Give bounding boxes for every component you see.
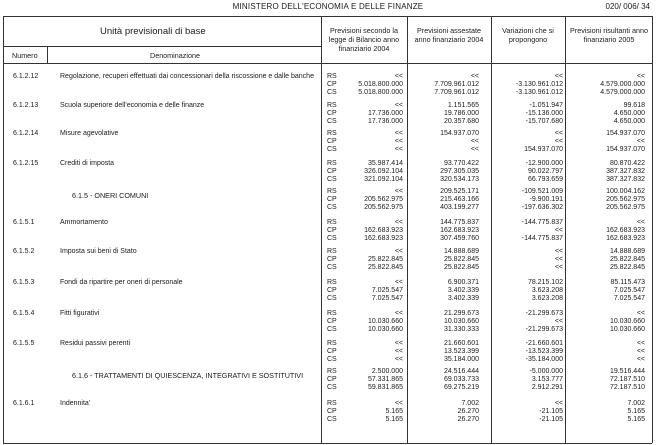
- cell-value: -21.105: [539, 416, 563, 423]
- row-flag-rs: RS: [327, 130, 337, 137]
- cell-value: 19.516.444: [609, 368, 645, 375]
- cell-value: 10.030.660: [609, 318, 645, 325]
- row-flag-cp: CP: [327, 318, 337, 325]
- cell-value: -21.105: [539, 408, 563, 415]
- row-description: Fitti figurativi: [60, 310, 100, 317]
- cell-value: 205.562.975: [606, 204, 645, 211]
- row-flag-cs: CS: [327, 326, 337, 333]
- row-flag-cs: CS: [327, 204, 337, 211]
- cell-value: -12.900.000: [525, 160, 563, 167]
- cell-value: -197.636.302: [521, 204, 563, 211]
- cell-value: 99.618: [623, 102, 645, 109]
- cell-value: 326.092.104: [364, 168, 403, 175]
- cell-value: 78.215.102: [527, 279, 563, 286]
- cell-value: 162.683.923: [606, 235, 645, 242]
- row-flag-cs: CS: [327, 416, 337, 423]
- row-flag-cp: CP: [327, 110, 337, 117]
- row-flag-cs: CS: [327, 264, 337, 271]
- cell-value: <<: [636, 219, 645, 226]
- cell-value: -144.775.837: [521, 219, 563, 226]
- cell-value: -35.184.000: [525, 356, 563, 363]
- cell-value: 13.523.399: [443, 348, 479, 355]
- row-flag-cs: CS: [327, 118, 337, 125]
- cell-value: -21.660.601: [525, 340, 563, 347]
- row-flag-cs: CS: [327, 146, 337, 153]
- row-number: 6.1.5.2: [13, 248, 35, 255]
- cell-value: <<: [554, 138, 563, 145]
- row-description: Misure agevolative: [60, 130, 119, 137]
- column-border: [407, 16, 408, 443]
- cell-value: 72.187.510: [609, 376, 645, 383]
- cell-value: <<: [554, 256, 563, 263]
- cell-value: 4.650.000: [613, 110, 645, 117]
- cell-value: 10.030.660: [609, 326, 645, 333]
- cell-value: 90.022.797: [527, 168, 563, 175]
- cell-value: -144.775.837: [521, 235, 563, 242]
- row-flag-rs: RS: [327, 310, 337, 317]
- row-number: 6.1.2.13: [13, 102, 39, 109]
- cell-value: 14.888.689: [443, 248, 479, 255]
- table-bottom-border: [3, 443, 652, 444]
- cell-value: 320.534.173: [440, 176, 479, 183]
- cell-value: <<: [394, 73, 403, 80]
- row-flag-rs: RS: [327, 400, 337, 407]
- cell-value: 35.987.414: [367, 160, 403, 167]
- cell-value: <<: [470, 138, 479, 145]
- column-border: [652, 16, 653, 443]
- cell-value: <<: [636, 310, 645, 317]
- row-flag-cp: CP: [327, 227, 337, 234]
- cell-value: 100.004.162: [606, 188, 645, 195]
- cell-value: 24.516.444: [443, 368, 479, 375]
- cell-value: 93.770.422: [443, 160, 479, 167]
- cell-value: 205.562.975: [606, 196, 645, 203]
- cell-value: <<: [554, 73, 563, 80]
- cell-value: <<: [554, 318, 563, 325]
- cell-value: 5.165: [385, 408, 403, 415]
- section-title: 6.1.6 - TRATTAMENTI DI QUIESCENZA, INTEGRATIVI E SOSTITUTIVI: [72, 371, 304, 380]
- row-number: 6.1.2.12: [13, 73, 39, 80]
- cell-value: 5.018.800.000: [358, 89, 403, 96]
- cell-value: 3.402.339: [447, 295, 479, 302]
- cell-value: -13.523.399: [525, 348, 563, 355]
- cell-value: -1.051.947: [529, 102, 563, 109]
- row-flag-cs: CS: [327, 384, 337, 391]
- cell-value: 7.709.961.012: [434, 89, 479, 96]
- cell-value: <<: [554, 130, 563, 137]
- cell-value: 4.650.000: [613, 118, 645, 125]
- cell-value: 3.623.208: [531, 287, 563, 294]
- cell-value: -21.299.673: [525, 310, 563, 317]
- cell-value: <<: [394, 400, 403, 407]
- cell-value: 154.937.070: [606, 146, 645, 153]
- cell-value: <<: [636, 348, 645, 355]
- cell-value: 14.888.689: [609, 248, 645, 255]
- cell-value: -9.900.191: [529, 196, 563, 203]
- cell-value: 297.305.035: [440, 168, 479, 175]
- cell-value: -3.130.961.012: [515, 81, 563, 88]
- row-description: Ammortamento: [60, 219, 108, 226]
- cell-value: 215.463.166: [440, 196, 479, 203]
- cell-value: 321.092.104: [364, 176, 403, 183]
- cell-value: -5.000.000: [529, 368, 563, 375]
- row-flag-cp: CP: [327, 81, 337, 88]
- row-flag-cp: CP: [327, 196, 337, 203]
- row-flag-cs: CS: [327, 176, 337, 183]
- numero-border: [47, 46, 48, 63]
- row-flag-cs: CS: [327, 235, 337, 242]
- row-description: Indennita': [60, 400, 91, 407]
- cell-value: 403.199.277: [440, 204, 479, 211]
- cell-value: <<: [394, 138, 403, 145]
- row-flag-rs: RS: [327, 102, 337, 109]
- row-flag-cp: CP: [327, 376, 337, 383]
- row-flag-cp: CP: [327, 408, 337, 415]
- cell-value: <<: [470, 73, 479, 80]
- cell-value: <<: [636, 73, 645, 80]
- cell-value: 209.525.171: [440, 188, 479, 195]
- cell-value: 25.822.845: [443, 264, 479, 271]
- row-flag-cp: CP: [327, 348, 337, 355]
- cell-value: 162.683.923: [606, 227, 645, 234]
- row-flag-rs: RS: [327, 368, 337, 375]
- cell-value: 162.683.923: [364, 235, 403, 242]
- ministry-title: MINISTERO DELL'ECONOMIA E DELLE FINANZE: [232, 2, 424, 11]
- cell-value: 26.270: [457, 416, 479, 423]
- row-flag-rs: RS: [327, 219, 337, 226]
- col-legge-bilancio-heading: Previsioni secondo la legge di Bilancio anno finanziario 2004: [328, 26, 400, 53]
- cell-value: 144.775.837: [440, 219, 479, 226]
- cell-value: 162.683.923: [364, 227, 403, 234]
- cell-value: 19.786.000: [443, 110, 479, 117]
- row-flag-cp: CP: [327, 287, 337, 294]
- cell-value: <<: [394, 279, 403, 286]
- cell-value: 3.153.777: [531, 376, 563, 383]
- cell-value: 6.900.371: [447, 279, 479, 286]
- table-top-border: [3, 16, 652, 17]
- cell-value: 205.562.975: [364, 204, 403, 211]
- cell-value: 387.327.832: [606, 168, 645, 175]
- cell-value: 7.002: [461, 400, 479, 407]
- cell-value: <<: [394, 130, 403, 137]
- cell-value: <<: [636, 356, 645, 363]
- cell-value: <<: [554, 264, 563, 271]
- row-flag-cs: CS: [327, 89, 337, 96]
- cell-value: 7.025.547: [371, 287, 403, 294]
- cell-value: 25.822.845: [367, 264, 403, 271]
- cell-value: 5.165: [627, 416, 645, 423]
- cell-value: 35.184.000: [443, 356, 479, 363]
- cell-value: <<: [394, 219, 403, 226]
- column-border: [491, 16, 492, 443]
- row-description: Regolazione, recuperi effettuati dai concessionari della riscossione e dalle banche: [60, 73, 314, 80]
- cell-value: 7.025.547: [613, 295, 645, 302]
- row-flag-rs: RS: [327, 340, 337, 347]
- cell-value: 1.151.565: [447, 102, 479, 109]
- cell-value: 205.562.975: [364, 196, 403, 203]
- cell-value: 7.002: [627, 400, 645, 407]
- cell-value: 69.033.733: [443, 376, 479, 383]
- cell-value: <<: [394, 188, 403, 195]
- cell-value: 154.937.070: [524, 146, 563, 153]
- row-flag-cp: CP: [327, 256, 337, 263]
- col-assestate-heading: Previsioni assestate anno finanziario 2004: [414, 26, 484, 44]
- cell-value: -15.136.000: [525, 110, 563, 117]
- cell-value: 17.736.000: [367, 118, 403, 125]
- cell-value: 57.331.865: [367, 376, 403, 383]
- row-description: Imposta sui beni di Stato: [60, 248, 137, 255]
- row-number: 6.1.5.5: [13, 340, 35, 347]
- denominazione-heading: Denominazione: [150, 51, 200, 60]
- cell-value: 154.937.070: [440, 130, 479, 137]
- page-code: 020/ 006/ 34: [605, 2, 650, 11]
- cell-value: 25.822.845: [609, 256, 645, 263]
- cell-value: 307.459.760: [440, 235, 479, 242]
- cell-value: 66.793.659: [527, 176, 563, 183]
- cell-value: 72.187.510: [609, 384, 645, 391]
- cell-value: 5.165: [385, 416, 403, 423]
- cell-value: 26.270: [457, 408, 479, 415]
- cell-value: 21.660.601: [443, 340, 479, 347]
- cell-value: <<: [394, 348, 403, 355]
- row-flag-rs: RS: [327, 279, 337, 286]
- cell-value: 154.937.070: [606, 130, 645, 137]
- row-number: 6.1.2.14: [13, 130, 39, 137]
- cell-value: -3.130.961.012: [515, 89, 563, 96]
- cell-value: 387.327.832: [606, 176, 645, 183]
- column-border: [565, 16, 566, 443]
- column-border: [3, 16, 4, 443]
- row-number: 6.1.2.15: [13, 160, 39, 167]
- col-variazioni-heading: Variazioni che si propongono: [502, 26, 554, 44]
- cell-value: -109.521.009: [521, 188, 563, 195]
- cell-value: 10.030.660: [367, 318, 403, 325]
- row-description: Crediti di imposta: [60, 160, 115, 167]
- cell-value: 25.822.845: [609, 264, 645, 271]
- cell-value: <<: [636, 138, 645, 145]
- cell-value: 20.357.680: [443, 118, 479, 125]
- cell-value: -21.299.673: [525, 326, 563, 333]
- row-number: 6.1.6.1: [13, 400, 35, 407]
- cell-value: 85.115.473: [610, 279, 645, 286]
- numero-heading: Numero: [12, 51, 38, 60]
- cell-value: 7.025.547: [371, 295, 403, 302]
- cell-value: 2.912.291: [531, 384, 563, 391]
- cell-value: <<: [470, 146, 479, 153]
- cell-value: 17.736.000: [367, 110, 403, 117]
- cell-value: 3.402.339: [447, 287, 479, 294]
- col-risultanti-heading: Previsioni risultanti anno finanziario 2005: [570, 26, 648, 44]
- cell-value: 80.870.422: [609, 160, 645, 167]
- row-flag-cs: CS: [327, 295, 337, 302]
- row-flag-rs: RS: [327, 248, 337, 255]
- column-border: [321, 16, 322, 443]
- cell-value: 25.822.845: [367, 256, 403, 263]
- row-flag-cp: CP: [327, 168, 337, 175]
- row-flag-rs: RS: [327, 160, 337, 167]
- cell-value: 162.683.923: [440, 227, 479, 234]
- cell-value: <<: [636, 340, 645, 347]
- cell-value: 69.275.219: [443, 384, 479, 391]
- cell-value: <<: [394, 102, 403, 109]
- row-number: 6.1.5.1: [13, 219, 35, 226]
- cell-value: 21.299.673: [443, 310, 479, 317]
- cell-value: 4.579.000.000: [600, 81, 645, 88]
- cell-value: <<: [554, 400, 563, 407]
- row-description: Fondi da ripartire per oneri di personale: [60, 279, 183, 286]
- cell-value: 5.018.800.000: [358, 81, 403, 88]
- cell-value: -15.707.680: [525, 118, 563, 125]
- cell-value: <<: [394, 146, 403, 153]
- cell-value: <<: [554, 248, 563, 255]
- row-flag-rs: RS: [327, 73, 337, 80]
- header-bottom-border: [3, 63, 652, 64]
- cell-value: 2.500.000: [371, 368, 403, 375]
- cell-value: <<: [394, 248, 403, 255]
- row-flag-rs: RS: [327, 188, 337, 195]
- cell-value: 59.831.865: [367, 384, 403, 391]
- cell-value: 25.822.845: [443, 256, 479, 263]
- cell-value: 3.623.208: [531, 295, 563, 302]
- cell-value: 31.330.333: [443, 326, 479, 333]
- cell-value: 10.030.660: [443, 318, 479, 325]
- row-number: 6.1.5.3: [13, 279, 35, 286]
- cell-value: <<: [394, 310, 403, 317]
- cell-value: 5.165: [627, 408, 645, 415]
- section-title: 6.1.5 - ONERI COMUNI: [72, 191, 149, 200]
- cell-value: <<: [394, 356, 403, 363]
- row-number: 6.1.5.4: [13, 310, 35, 317]
- cell-value: 7.025.547: [613, 287, 645, 294]
- header-divider: [3, 46, 321, 47]
- cell-value: 10.030.660: [367, 326, 403, 333]
- unita-previsionali-heading: Unità previsionali di base: [100, 26, 206, 37]
- cell-value: <<: [554, 227, 563, 234]
- row-description: Scuola superiore dell'economia e delle finanze: [60, 102, 205, 109]
- row-flag-cp: CP: [327, 138, 337, 145]
- cell-value: 7.709.961.012: [434, 81, 479, 88]
- cell-value: 4.579.000.000: [600, 89, 645, 96]
- row-flag-cs: CS: [327, 356, 337, 363]
- row-description: Residui passivi perenti: [60, 340, 131, 347]
- cell-value: <<: [394, 340, 403, 347]
